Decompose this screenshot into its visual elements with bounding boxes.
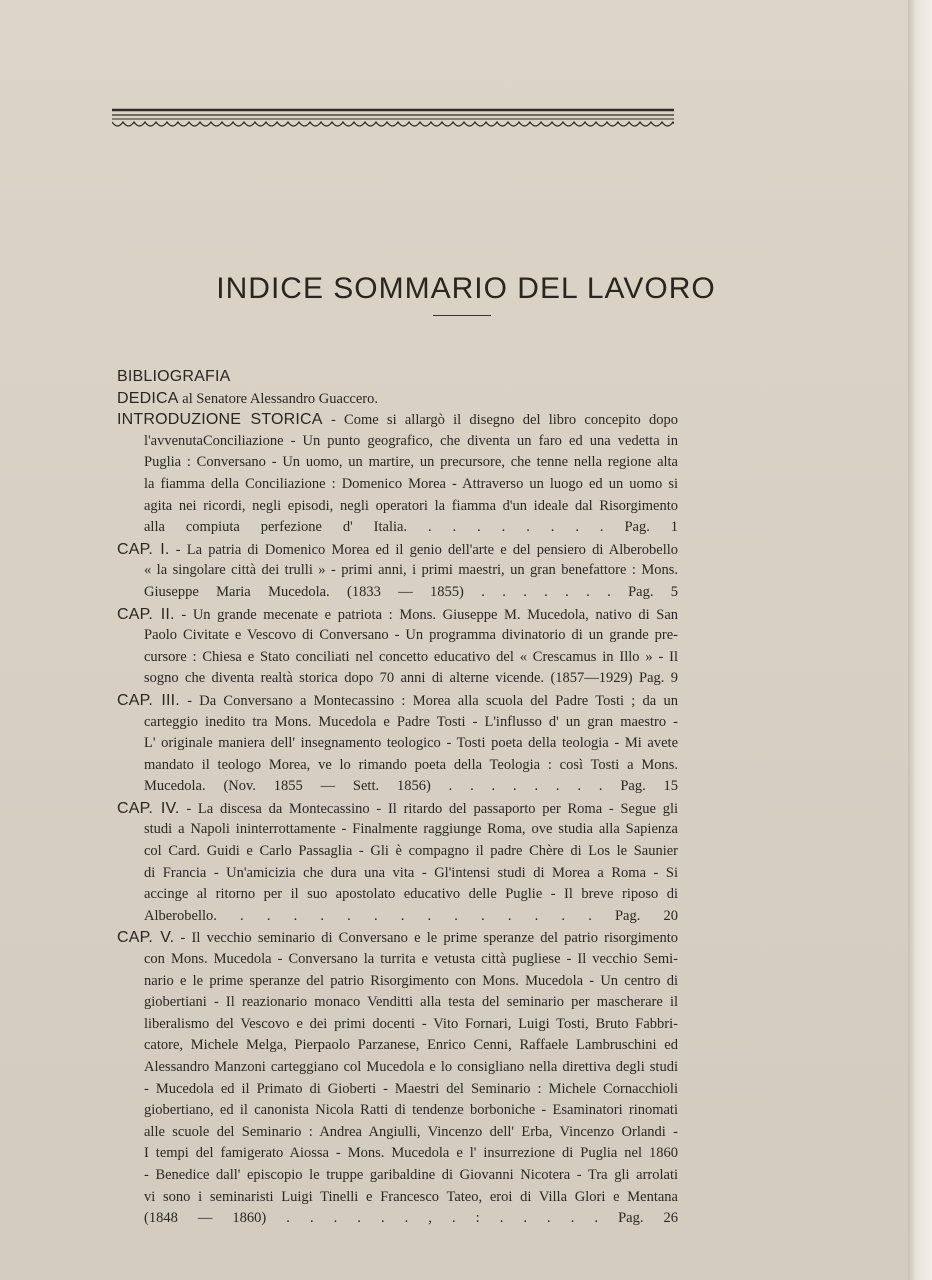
entry-text: Alberobello. (144, 907, 217, 924)
table-of-contents (117, 366, 678, 1230)
entry-line: Puglia : Conversano - Un uomo, un martire, un precursore, che tenne nella regione alta (144, 454, 678, 471)
leader-dots: . . . . . . . . (448, 778, 603, 795)
header-ornament (112, 106, 674, 134)
entry-line: l'avvenutaConciliazione - Un punto geografico, che diventa un faro ed una vedetta in (144, 432, 678, 449)
page-title: INDICE SOMMARIO DEL LAVORO (216, 272, 716, 305)
entry-line: - Benedice dall' episcopio le truppe garibaldine di Giovanni Nicotera - Tra gli arrolati (144, 1166, 678, 1183)
entry-line: cursore : Chiesa e Stato conciliati nel concetto educativo del « Crescamus in Illo » - Il (144, 648, 678, 665)
entry-dedica (117, 388, 678, 410)
leader-dots: . . . . . . . (481, 583, 611, 600)
leader-dots: . . . . . . , . : . . . . . (286, 1210, 599, 1227)
page-number: Pag. 5 (628, 583, 678, 600)
entry-line-final (144, 668, 678, 690)
entry-text: sogno che diventa realtà storica dopo 70 anni di alterne vicende. (1857—1929) (144, 670, 633, 687)
entry-text: - Da Conversano a Montecassino : Morea alla scuola del Padre Tosti ; da un (187, 692, 678, 709)
entry-cap5 (117, 927, 678, 949)
entry-line: studi a Napoli ininterrottamente - Finalmente raggiunge Roma, ove studia alla Sapienza (144, 821, 678, 838)
entry-text: - Come si allargò il disegno del libro concepito dopo (330, 412, 678, 429)
entry-text: - Un grande mecenate e patriota : Mons. Giuseppe M. Mucedola, nativo di San (181, 606, 678, 623)
entry-text: Giuseppe Maria Mucedola. (1833 — 1855) (144, 583, 464, 600)
title-underline (433, 315, 491, 316)
entry-line: nario e le prime speranze del patrio Risorgimento con Mons. Mucedola - Un centro di (144, 972, 678, 989)
entry-line-final (144, 906, 678, 928)
entry-line: Alessandro Manzoni carteggiano col Mucedola e lo consigliano nella direttiva degli studi (144, 1059, 678, 1075)
page-number: Pag. 15 (620, 778, 678, 795)
entry-text: - La patria di Domenico Morea ed il genio dell'arte e del pensiero di Alberobello (175, 541, 678, 558)
entry-line-final (144, 776, 678, 798)
entry-line-final (144, 582, 678, 604)
entry-line-final (144, 517, 678, 539)
entry-line: Paolo Civitate e Vescovo di Conversano - Un programma divinatorio di un grande pre- (144, 627, 678, 644)
entry-cap2 (117, 604, 678, 626)
entry-line: carteggio inedito tra Mons. Mucedola e Padre Tosti - L'influsso d' un gran maestro - (144, 713, 678, 730)
entry-line: catore, Michele Melga, Pierpaolo Parzanese, Enrico Cenni, Raffaele Lambruschini ed (144, 1037, 678, 1054)
page-number: Pag. 26 (618, 1210, 678, 1227)
entry-line: accinge al ritorno per il suo apostolato educativo delle Puglie - Il breve riposo di (144, 886, 678, 903)
entry-heading: CAP. II. (117, 605, 175, 623)
entry-heading: CAP. IV. (117, 799, 180, 817)
leader-dots: . . . . . . . . (428, 519, 604, 536)
entry-heading: BIBLIOGRAFIA (117, 368, 231, 385)
entry-line-final (144, 1208, 678, 1230)
entry-heading: CAP. I. (117, 540, 170, 558)
entry-text: - Il vecchio seminario di Conversano e le prime speranze del patrio risorgimento (180, 930, 678, 947)
entry-line: giobertiano, ed il canonista Nicola Ratti di tendenze borboniche - Esaminatori rinomati (144, 1102, 678, 1119)
entry-heading: DEDICA (117, 389, 179, 407)
entry-bibliografia (117, 366, 678, 388)
entry-text: Mucedola. (Nov. 1855 — Sett. 1856) (144, 778, 431, 795)
entry-line: la fiamma della Conciliazione : Domenico Morea - Attraverso un luogo ed un uomo si (144, 475, 678, 492)
entry-line: agita nei ricordi, negli episodi, negli operatori la fiamma d'un ideale dal Risorgimento (144, 497, 678, 514)
entry-line: I tempi del famigerato Aiossa - Mons. Mucedola e l' insurrezione di Puglia nel 1860 (144, 1145, 678, 1162)
entry-text: (1848 — 1860) (144, 1210, 267, 1227)
page-number: Pag. 20 (614, 907, 678, 924)
entry-line: con Mons. Mucedola - Conversano la turrita e vetusta città pugliese - Il vecchio Semi- (144, 951, 678, 968)
entry-line: « la singolare città dei trulli » - primi anni, i primi maestri, un gran benefattore : Mons. (144, 562, 678, 579)
entry-line: vi sono i seminaristi Luigi Tinelli e Francesco Tateo, eroi di Villa Glori e Mentana (144, 1188, 678, 1205)
entry-heading: CAP. V. (117, 929, 175, 947)
page-number: Pag. 1 (624, 519, 678, 536)
entry-cap4 (117, 798, 678, 820)
entry-text: alla compiuta perfezione d' Italia. (144, 519, 408, 536)
entry-cap3 (117, 690, 678, 712)
entry-heading: CAP. III. (117, 691, 180, 709)
entry-line: liberalismo del Vescovo e dei primi docenti - Vito Fornari, Luigi Tosti, Bruto Fabbri- (144, 1015, 678, 1032)
entry-line: L' originale maniera dell' insegnamento teologico - Tosti poeta della teologia - Mi avete (144, 735, 678, 752)
page-number: Pag. 9 (639, 670, 678, 687)
entry-introduzione (117, 409, 678, 431)
entry-line: col Card. Guidi e Carlo Passaglia - Gli è compagno il padre Chère di Los le Saunier (144, 843, 678, 860)
entry-cap1 (117, 539, 678, 561)
entry-line: di Francia - Un'amicizia che dura una vita - Gl'intensi studi di Morea a Roma - Si (144, 864, 678, 881)
entry-line: - Mucedola ed il Primato di Gioberti - Maestri del Seminario : Michele Cornacchioli (144, 1080, 678, 1097)
entry-line: mandato il teologo Morea, ve lo rimando poeta della Teologia : così Tosti a Mons. (144, 756, 678, 773)
page-edge (908, 0, 932, 1280)
entry-line: giobertiani - Il reazionario monaco Venditti alla testa del seminario per mascherare il (144, 994, 678, 1011)
leader-dots: . . . . . . . . . . . . . . (240, 907, 592, 924)
entry-text: al Senatore Alessandro Guaccero. (182, 390, 378, 407)
entry-text: - La discesa da Montecassino - Il ritardo del passaporto per Roma - Segue gli (186, 800, 678, 817)
entry-heading: INTRODUZIONE STORICA (117, 411, 323, 429)
entry-line: alle scuole del Seminario : Andrea Angiulli, Vincenzo dell' Erba, Vincenzo Orlandi - (144, 1123, 678, 1140)
